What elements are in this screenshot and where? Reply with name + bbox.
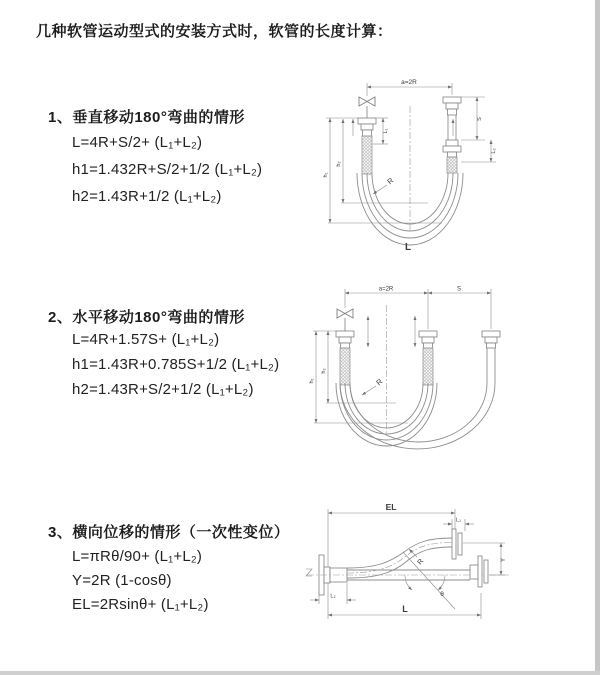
angle-theta-construction bbox=[403, 552, 455, 609]
dimension-h2 bbox=[321, 331, 396, 403]
scan-edge bbox=[0, 671, 600, 675]
dim-label-el: EL bbox=[385, 502, 397, 512]
section-3-heading: 3、横向位移的情形（一次性变位） bbox=[48, 524, 290, 541]
dimension-a2r bbox=[367, 79, 452, 96]
middle-fitting bbox=[419, 331, 437, 385]
hose-braid bbox=[447, 157, 457, 173]
radius-callout bbox=[373, 176, 396, 194]
dim-label-l1: L₁ bbox=[383, 128, 389, 134]
dimension-l1 bbox=[443, 518, 474, 532]
angle-label: θ bbox=[440, 591, 444, 598]
dimension-h2 bbox=[336, 119, 428, 203]
dim-label-a2r: a=2R bbox=[401, 79, 417, 86]
dimension-h1 bbox=[309, 331, 408, 423]
dim-label-y: Y bbox=[501, 557, 507, 563]
formula-line: h2=1.43R+S/2+1/2 (L₁+L₂) bbox=[72, 381, 254, 398]
formula-line: h1=1.43R+0.785S+1/2 (L₁+L₂) bbox=[72, 356, 280, 373]
valve-icon bbox=[337, 309, 353, 331]
formula-line: L=4R+1.57S+ (L₁+L₂) bbox=[72, 331, 220, 348]
dim-label-l2: L₂ bbox=[491, 148, 497, 154]
dimension-l2 bbox=[310, 583, 356, 604]
dimension-s bbox=[428, 287, 491, 294]
radius-callout bbox=[362, 377, 385, 395]
hose-arcs bbox=[357, 173, 463, 245]
dim-label-s: S bbox=[456, 286, 462, 293]
page-title: 几种软管运动型式的安装方式时，软管的长度计算： bbox=[36, 23, 393, 40]
dimension-l2 bbox=[461, 140, 497, 162]
formula-line: EL=2Rsinθ+ (L₁+L₂) bbox=[72, 596, 209, 613]
dim-label-h2: h₂ bbox=[321, 368, 327, 374]
hose-braid bbox=[362, 136, 372, 174]
scan-edge bbox=[595, 0, 600, 675]
length-label: L bbox=[402, 604, 408, 614]
right-fitting-upper bbox=[443, 97, 461, 140]
dim-label-h1: h₁ bbox=[323, 172, 329, 178]
length-label: L bbox=[404, 242, 412, 253]
dim-label-a2r: a=2R bbox=[378, 286, 394, 293]
formula-line: h2=1.43R+1/2 (L₁+L₂) bbox=[72, 188, 222, 205]
right-fitting-moved bbox=[482, 331, 500, 383]
formula-line: L=4R+S/2+ (L₁+L₂) bbox=[72, 134, 203, 151]
formula-line: h1=1.432R+S/2+1/2 (L₁+L₂) bbox=[72, 161, 263, 178]
dimension-l bbox=[328, 593, 481, 619]
diagram-horizontal-180-bend bbox=[308, 283, 523, 468]
diagram-lateral-displacement bbox=[305, 497, 520, 645]
dim-label-h1: h₁ bbox=[309, 378, 315, 384]
dimension-s bbox=[461, 97, 485, 140]
section-2-heading: 2、水平移动180°弯曲的情形 bbox=[48, 309, 245, 326]
hose-braid bbox=[423, 348, 433, 385]
formula-line: Y=2R (1-cosθ) bbox=[72, 572, 172, 589]
left-fitting bbox=[336, 331, 354, 385]
radius-label: R bbox=[416, 557, 426, 567]
left-fitting bbox=[358, 118, 376, 174]
dim-label-l2: L₂ bbox=[330, 593, 336, 600]
valve-icon bbox=[359, 97, 375, 118]
hose-braid bbox=[340, 348, 350, 385]
radius-label: R bbox=[374, 376, 385, 388]
dim-label-h2: h₂ bbox=[336, 161, 342, 167]
dim-label-l1: L₁ bbox=[456, 517, 461, 524]
section-1-heading: 1、垂直移动180°弯曲的情形 bbox=[48, 109, 245, 126]
formula-line: L=πRθ/90+ (L₁+L₂) bbox=[72, 548, 203, 565]
diagram-vertical-180-bend bbox=[315, 72, 515, 262]
radius-label: R bbox=[385, 175, 396, 187]
dim-label-s: S bbox=[477, 117, 483, 121]
right-fitting-lower bbox=[443, 140, 461, 173]
